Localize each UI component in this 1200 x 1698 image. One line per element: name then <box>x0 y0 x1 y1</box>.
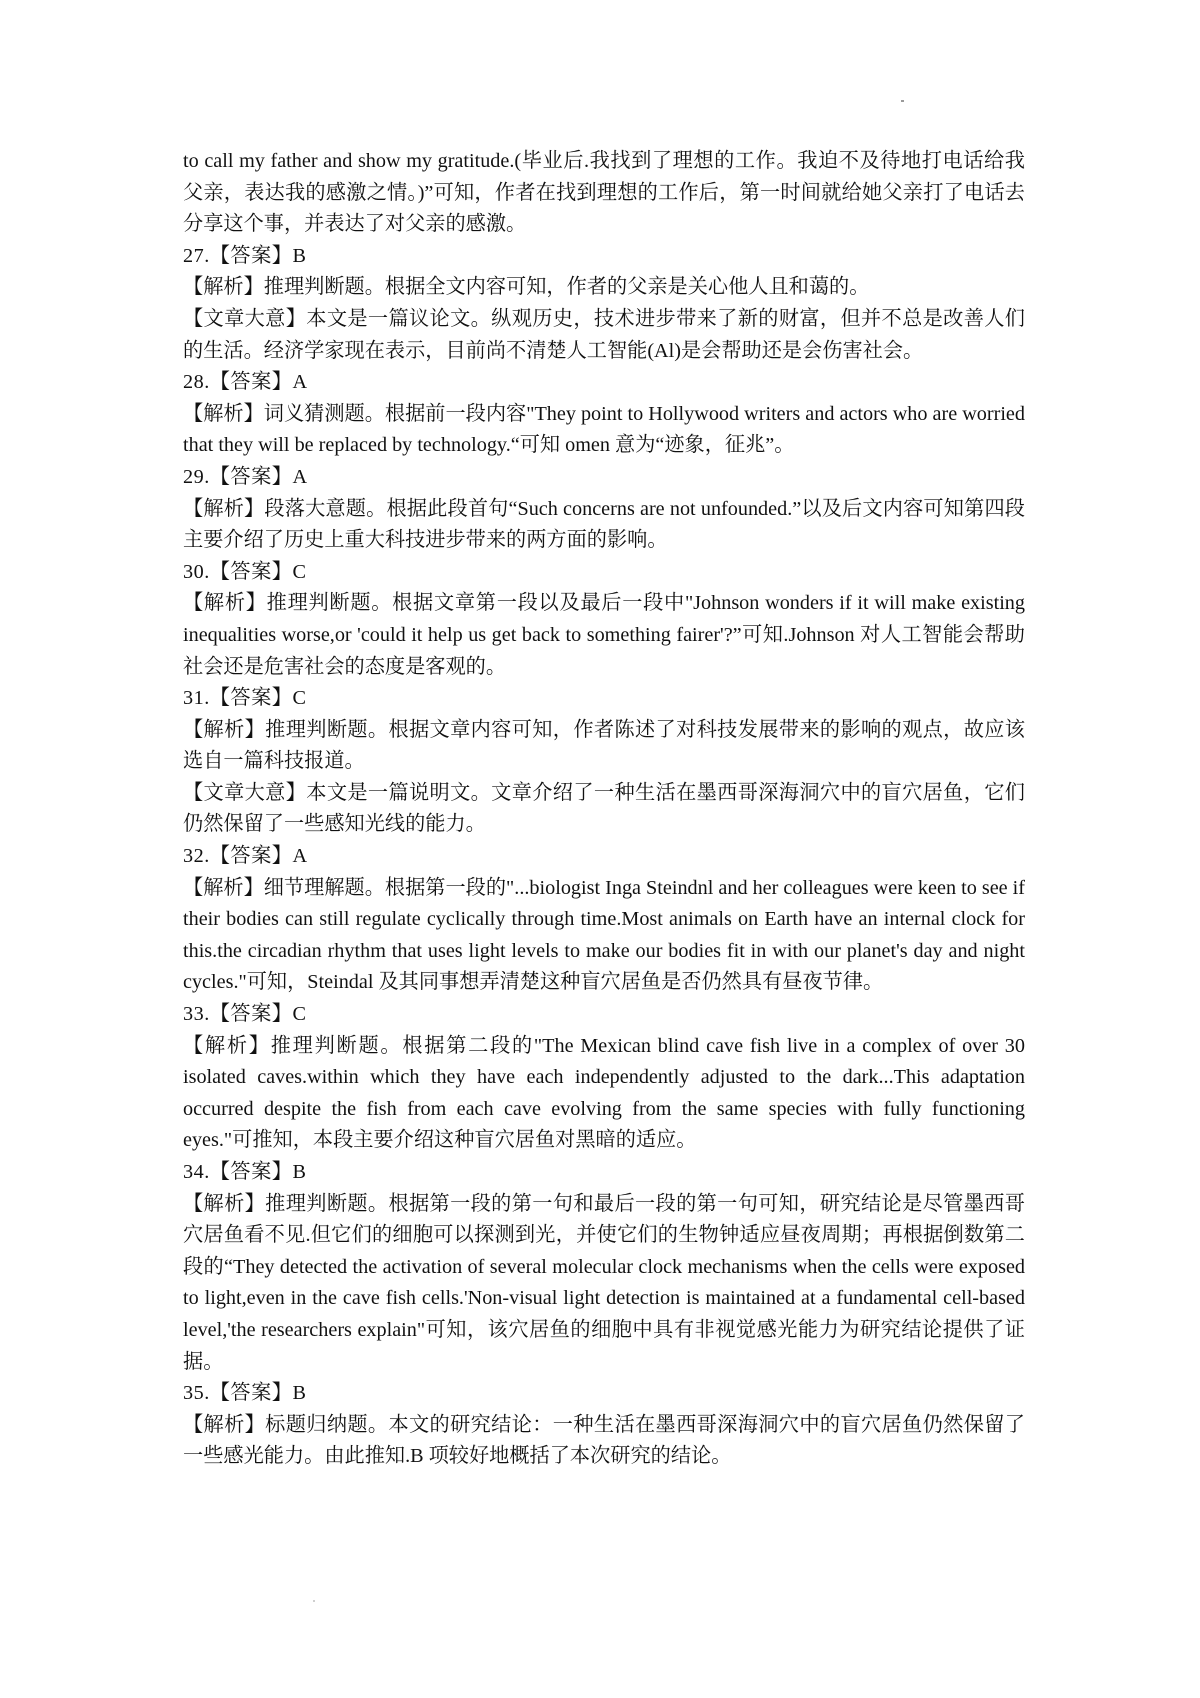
answer-35: 35.【答案】B <box>183 1382 307 1405</box>
scan-mark <box>901 100 904 102</box>
answer-28: 28.【答案】A <box>183 371 308 394</box>
answer-explanation-26-continued: to call my father and show my gratitude.(毕业后.我找到了理想的工作。我迫不及待地打电话给我父亲，表达我的感激之情。)”可知，作者在找到理想的工作后，第一时间就给她父亲打了电话去分享这个事，并表达了对父亲的感激。 <box>183 150 1025 236</box>
passage-summary-c: 【文章大意】本文是一篇议论文。纵观历史，技术进步带来了新的财富，但并不总是改善人们的生活。经济学家现在表示，目前尚不清楚人工智能(Al)是会帮助还是会伤害社会。 <box>183 307 1025 362</box>
explanation-33: 【解析】推理判断题。根据第二段的"The Mexican blind cave fish live in a complex of over 30 isolated caves.within which they have each independently adjusted to the dark...This adaptation occurred despite the fish from each cave evolving from the same species with fully functioning eyes."可推知，本段主要介绍这种盲穴居鱼对黑暗的适应。 <box>183 1034 1025 1152</box>
explanation-35: 【解析】标题归纳题。本文的研究结论：一种生活在墨西哥深海洞穴中的盲穴居鱼仍然保留了一些感光能力。由此推知.B 项较好地概括了本次研究的结论。 <box>183 1413 1025 1468</box>
answer-33: 33.【答案】C <box>183 1003 307 1026</box>
answer-27: 27.【答案】B <box>183 244 307 267</box>
explanation-27: 【解析】推理判断题。根据全文内容可知，作者的父亲是关心他人且和蔼的。 <box>183 276 870 299</box>
explanation-31: 【解析】推理判断题。根据文章内容可知，作者陈述了对科技发展带来的影响的观点，故应该选自一篇科技报道。 <box>183 718 1025 773</box>
explanation-30: 【解析】推理判断题。根据文章第一段以及最后一段中"Johnson wonders if it will make existing inequalities worse,or 'could it help us get back to something fairer'?”可知.Johnson 对人工智能会帮助社会还是危害社会的态度是客观的。 <box>183 592 1025 678</box>
answer-32: 32.【答案】A <box>183 845 308 868</box>
passage-summary-d: 【文章大意】本文是一篇说明文。文章介绍了一种生活在墨西哥深海洞穴中的盲穴居鱼，它们仍然保留了一些感知光线的能力。 <box>183 781 1025 836</box>
answer-29: 29.【答案】A <box>183 465 308 488</box>
explanation-32: 【解析】细节理解题。根据第一段的"...biologist Inga Steindnl and her colleagues were keen to see if their bodies can still regulate cyclically through time.Most animals on Earth have an internal clock for this.the circadian rhythm that uses light levels to make our bodies fit in with our planet's day and night cycles."可知，Steindal 及其同事想弄清楚这种盲穴居鱼是否仍然具有昼夜节律。 <box>183 876 1025 994</box>
answer-34: 34.【答案】B <box>183 1161 307 1183</box>
explanation-29: 【解析】段落大意题。根据此段首句“Such concerns are not unfounded.”以及后文内容可知第四段主要介绍了历史上重大科技进步带来的两方面的影响。 <box>183 497 1025 552</box>
explanation-28: 【解析】词义猜测题。根据前一段内容"They point to Hollywood writers and actors who are worried that they will be replaced by technology.“可知 omen 意为“迹象，征兆”。 <box>183 402 1025 457</box>
answer-30: 30.【答案】C <box>183 560 307 583</box>
answer-31: 31.【答案】C <box>183 687 307 710</box>
explanation-34: 【解析】推理判断题。根据第一段的第一句和最后一段的第一句可知，研究结论是尽管墨西哥穴居鱼看不见.但它们的细胞可以探测到光，并使它们的生物钟适应昼夜周期；再根据倒数第二段的“They detected the activation of several molecular clock mechanisms when the cells were exposed to light,even in the cave fish cells.'Non-visual light detection is maintained at a fundamental cell-based level,'the researchers explain"可知，该穴居鱼的细胞中具有非视觉感光能力为研究结论提供了证据。 <box>183 1192 1025 1373</box>
document-page <box>183 146 1025 1473</box>
scan-speck <box>313 1600 315 1602</box>
